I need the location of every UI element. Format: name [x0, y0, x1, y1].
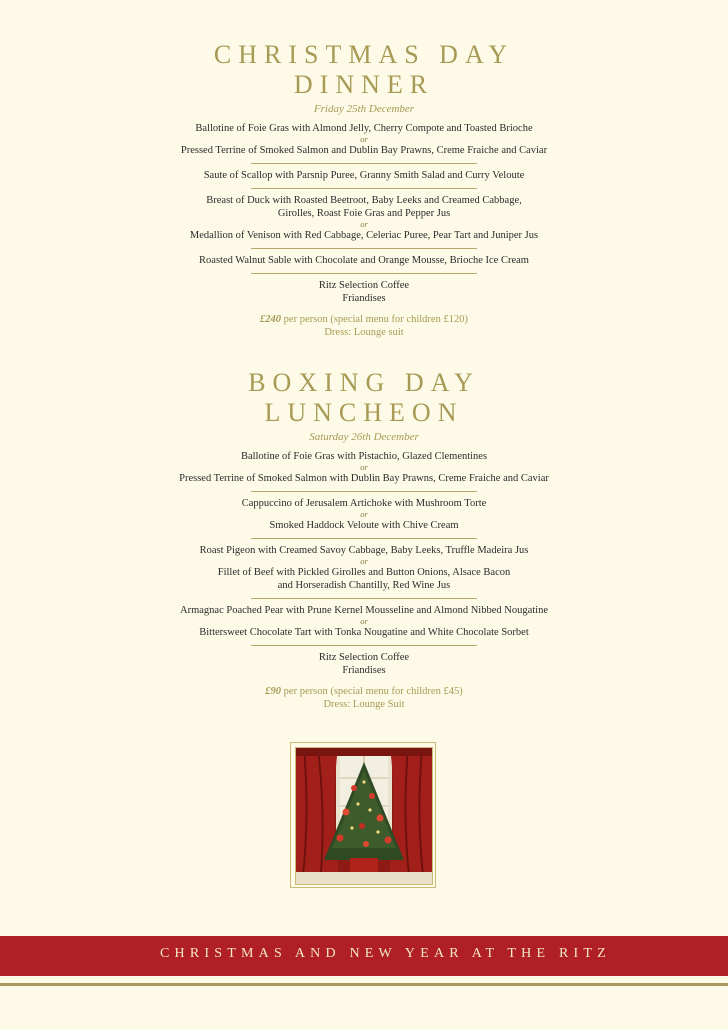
dish-line: and Horseradish Chantilly, Red Wine Jus	[277, 580, 451, 591]
dish-line: Roasted Walnut Sable with Chocolate and Orange Mousse, Brioche Ice Cream	[199, 255, 529, 266]
christmas-courses	[0, 122, 728, 305]
dish-line: Ballotine of Foie Gras with Almond Jelly, Cherry Compote and Toasted Brioche	[195, 123, 533, 134]
or-separator: or	[360, 134, 368, 144]
course-block	[0, 169, 728, 182]
dish-line: Cappuccino of Jerusalem Artichoke with Mushroom Torte	[241, 498, 487, 509]
boxing-title-line2: LUNCHEON	[264, 398, 464, 427]
boxing-title-line1: BOXING DAY	[248, 368, 480, 397]
dish-line: Armagnac Poached Pear with Prune Kernel Mousseline and Almond Nibbed Nougatine	[180, 605, 548, 616]
christmas-title-line1: CHRISTMAS DAY	[213, 40, 515, 69]
christmas-date: Friday 25th December	[313, 103, 415, 115]
course-block	[0, 497, 728, 532]
dish-line: Friandises	[342, 665, 386, 676]
christmas-tree-image	[295, 747, 433, 885]
dish-line: Roast Pigeon with Creamed Savoy Cabbage, Baby Leeks, Truffle Madeira Jus	[199, 545, 529, 556]
christmas-price-text: per person (special menu for children £120)	[281, 314, 468, 325]
course-block	[0, 254, 728, 267]
dish-line: Medallion of Venison with Red Cabbage, Celeriac Puree, Pear Tart and Juniper Jus	[189, 230, 539, 241]
course-block	[0, 279, 728, 305]
dish-line: Saute of Scallop with Parsnip Puree, Granny Smith Salad and Curry Veloute	[203, 170, 525, 181]
course-divider	[251, 491, 477, 492]
course-divider	[251, 248, 477, 249]
christmas-title-line2: DINNER	[293, 70, 435, 99]
or-separator: or	[360, 616, 368, 626]
dish-line: Friandises	[342, 293, 386, 304]
footer-divider	[0, 983, 728, 986]
dish-line: Smoked Haddock Veloute with Chive Cream	[269, 520, 459, 531]
dish-line: Girolles, Roast Foie Gras and Pepper Jus	[277, 208, 451, 219]
dish-line: Ritz Selection Coffee	[318, 652, 410, 663]
dish-line: Ballotine of Foie Gras with Pistachio, Glazed Clementines	[240, 451, 488, 462]
course-divider	[251, 188, 477, 189]
or-separator: or	[360, 509, 368, 519]
dish-line: Pressed Terrine of Smoked Salmon and Dublin Bay Prawns, Creme Fraiche and Caviar	[180, 145, 548, 156]
course-block	[0, 544, 728, 592]
christmas-tree-photo	[290, 742, 436, 888]
course-divider	[251, 598, 477, 599]
course-block	[0, 604, 728, 639]
course-block	[0, 122, 728, 157]
course-block	[0, 450, 728, 485]
boxing-price-text: per person (special menu for children £45)	[281, 686, 463, 697]
dish-line: Bittersweet Chocolate Tart with Tonka Nougatine and White Chocolate Sorbet	[199, 627, 529, 638]
dish-line: Breast of Duck with Roasted Beetroot, Baby Leeks and Creamed Cabbage,	[206, 195, 522, 206]
boxing-price	[0, 685, 728, 698]
christmas-dress-code: Dress: Lounge suit	[324, 327, 404, 338]
christmas-day-section	[0, 40, 728, 339]
christmas-price	[0, 313, 728, 326]
boxing-dress-code: Dress: Lounge Suit	[323, 699, 405, 710]
boxing-courses	[0, 450, 728, 677]
or-separator: or	[360, 219, 368, 229]
course-divider	[251, 273, 477, 274]
course-divider	[251, 538, 477, 539]
boxing-date: Saturday 26th December	[309, 431, 419, 443]
course-block	[0, 651, 728, 677]
boxing-price-amount: £90	[265, 686, 282, 697]
footer-title: CHRISTMAS AND NEW YEAR AT THE RITZ	[160, 946, 611, 961]
dish-line: Fillet of Beef with Pickled Girolles and Button Onions, Alsace Bacon	[217, 567, 511, 578]
course-divider	[251, 645, 477, 646]
christmas-price-amount: £240	[260, 314, 282, 325]
or-separator: or	[360, 556, 368, 566]
boxing-day-section	[0, 368, 728, 711]
dish-line: Ritz Selection Coffee	[318, 280, 410, 291]
or-separator: or	[360, 462, 368, 472]
dish-line: Pressed Terrine of Smoked Salmon with Dublin Bay Prawns, Creme Fraiche and Caviar	[179, 473, 549, 484]
course-divider	[251, 163, 477, 164]
christmas-tree-illustration	[296, 748, 432, 884]
course-block	[0, 194, 728, 242]
